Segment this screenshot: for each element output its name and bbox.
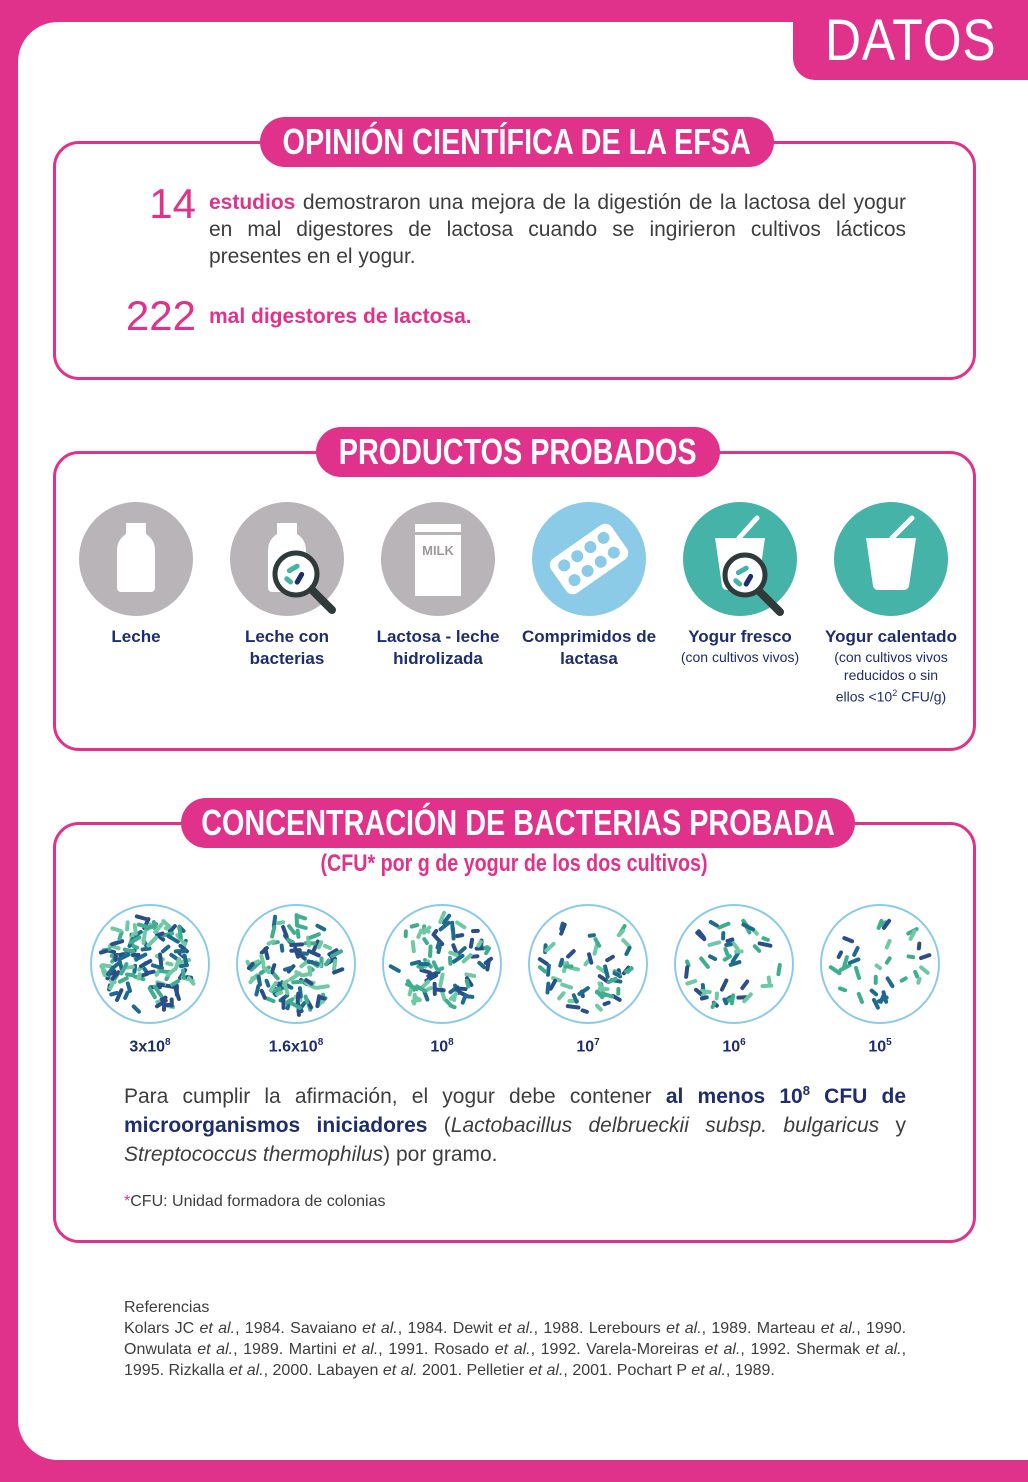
products-title: PRODUCTOS PROBADOS [316,427,720,477]
stat2-number: 222 [125,292,196,339]
bacterium [412,993,417,1006]
bacterium [721,931,725,941]
petri-dish-4 [526,902,650,1056]
product-sublabel: (con cultivos vivos reducidos o sin ellos $<10^2$ CFU/g) [834,649,948,705]
product-comprimidos [519,502,659,670]
bacterium [451,926,456,940]
bacterium [281,996,285,1010]
efsa-title: OPINIÓN CIENTÍFICA DE LA EFSA [260,117,774,167]
milk-bottle-icon [79,502,193,616]
bacterium [131,953,141,957]
references [124,1297,906,1381]
bacterium [404,929,408,938]
bacterium [564,964,573,968]
petri-dish-3 [380,902,504,1056]
product-label: Lactosa - leche hidrolizada [376,627,500,668]
dish-label: $10^5$ [868,1037,892,1056]
bacteria-title: CONCENTRACIÓN DE BACTERIAS PROBADA [181,798,855,848]
product-lactosa-hidrolizada [368,502,508,670]
footnote: *CFU: Unidad formadora de colonias [124,1193,386,1210]
petri-dish-1 [88,902,212,1056]
bacterium [760,983,773,988]
petri-dish-5 [672,902,796,1056]
bacterium [113,953,117,961]
bacterium [170,997,174,1007]
product-label: Comprimidos de lactasa [521,627,657,668]
bacteria-subtitle: (CFU* por g de yogur de los dos cultivos) [320,850,708,877]
datos-label: DATOS [824,7,997,73]
product-label: Yogur fresco [688,627,792,646]
claim-text: Para cumplir la afirmación, el yogur debe contener al menos $10^8$ CFU de microorganismos iniciadores (Lactobacillus delbrueckii subsp. bulgaricus y Streptococcus thermophilus) por gramo. [124,1083,907,1166]
product-label: Leche con bacterias [244,627,330,668]
bacterium [418,962,430,966]
stat1-number: 14 [149,180,196,227]
references-body: Kolars JC et al., 1984. Savaiano et al., 1984. Dewit et al., 1988. Lerebours et al., 1989. Marteau et al., 1990. Onwulata et al., 1989. Martini et al., 1991. Rosado et al., 1992. Varela-Moreiras et al., 1992. Shermak et al., 1995. Rizkalla et al., 2000. Labayen et al. 2001. Pelletier et al., 2001. Pochart P et al., 1989. [124,1320,907,1379]
petri-dish-icon [818,902,942,1026]
bacterium [289,948,302,953]
yogurt-cup-magnifier-icon [683,502,797,616]
bacterium [175,984,179,997]
stat1-text: estudios demostraron una mejora de la digestión de la lactosa del yogur en mal digestores de lactosa cuando se ingirieron cultivos lácticos presentes en el yogur. [209,191,906,268]
bacterium [874,975,878,985]
bacterium [125,920,130,931]
pill-blister-icon [532,502,646,616]
petri-dish-icon [380,902,504,1026]
dish-label: $3x10^8$ [129,1037,171,1056]
datos-tab [793,0,1028,80]
product-sublabel: (con cultivos vivos) [680,649,800,665]
milk-carton-icon [381,502,495,616]
petri-dish-icon [88,902,212,1026]
bacterium [616,987,620,996]
product-leche-bacterias [217,502,357,670]
dish-label: $10^8$ [430,1037,454,1056]
bacterium [471,929,480,933]
dish-label: $10^7$ [576,1037,600,1056]
bacterium [715,991,720,1000]
dish-label: $1.6x10^8$ [268,1037,324,1056]
petri-dish-icon [234,902,358,1026]
bacterium [428,944,433,958]
bacterium [448,956,453,966]
product-label: Yogur calentado [825,627,957,646]
bacterium [308,965,312,976]
yogurt-cup-icon [834,502,948,616]
bacterium [734,949,744,953]
product-leche [66,502,206,648]
product-yogur-fresco [670,502,810,666]
petri-dish-icon [672,902,796,1026]
carton-text: MILK [422,543,454,558]
petri-dish-2 [234,902,358,1056]
product-label: Leche [111,627,161,646]
petri-dish-6 [818,902,942,1056]
milk-bottle-magnifier-icon [230,502,344,616]
product-yogur-calentado [821,502,961,706]
dish-label: $10^6$ [722,1037,746,1056]
stat2-text: mal digestores de lactosa. [209,305,472,328]
petri-dish-icon [526,902,650,1026]
references-title: Referencias [124,1299,210,1316]
